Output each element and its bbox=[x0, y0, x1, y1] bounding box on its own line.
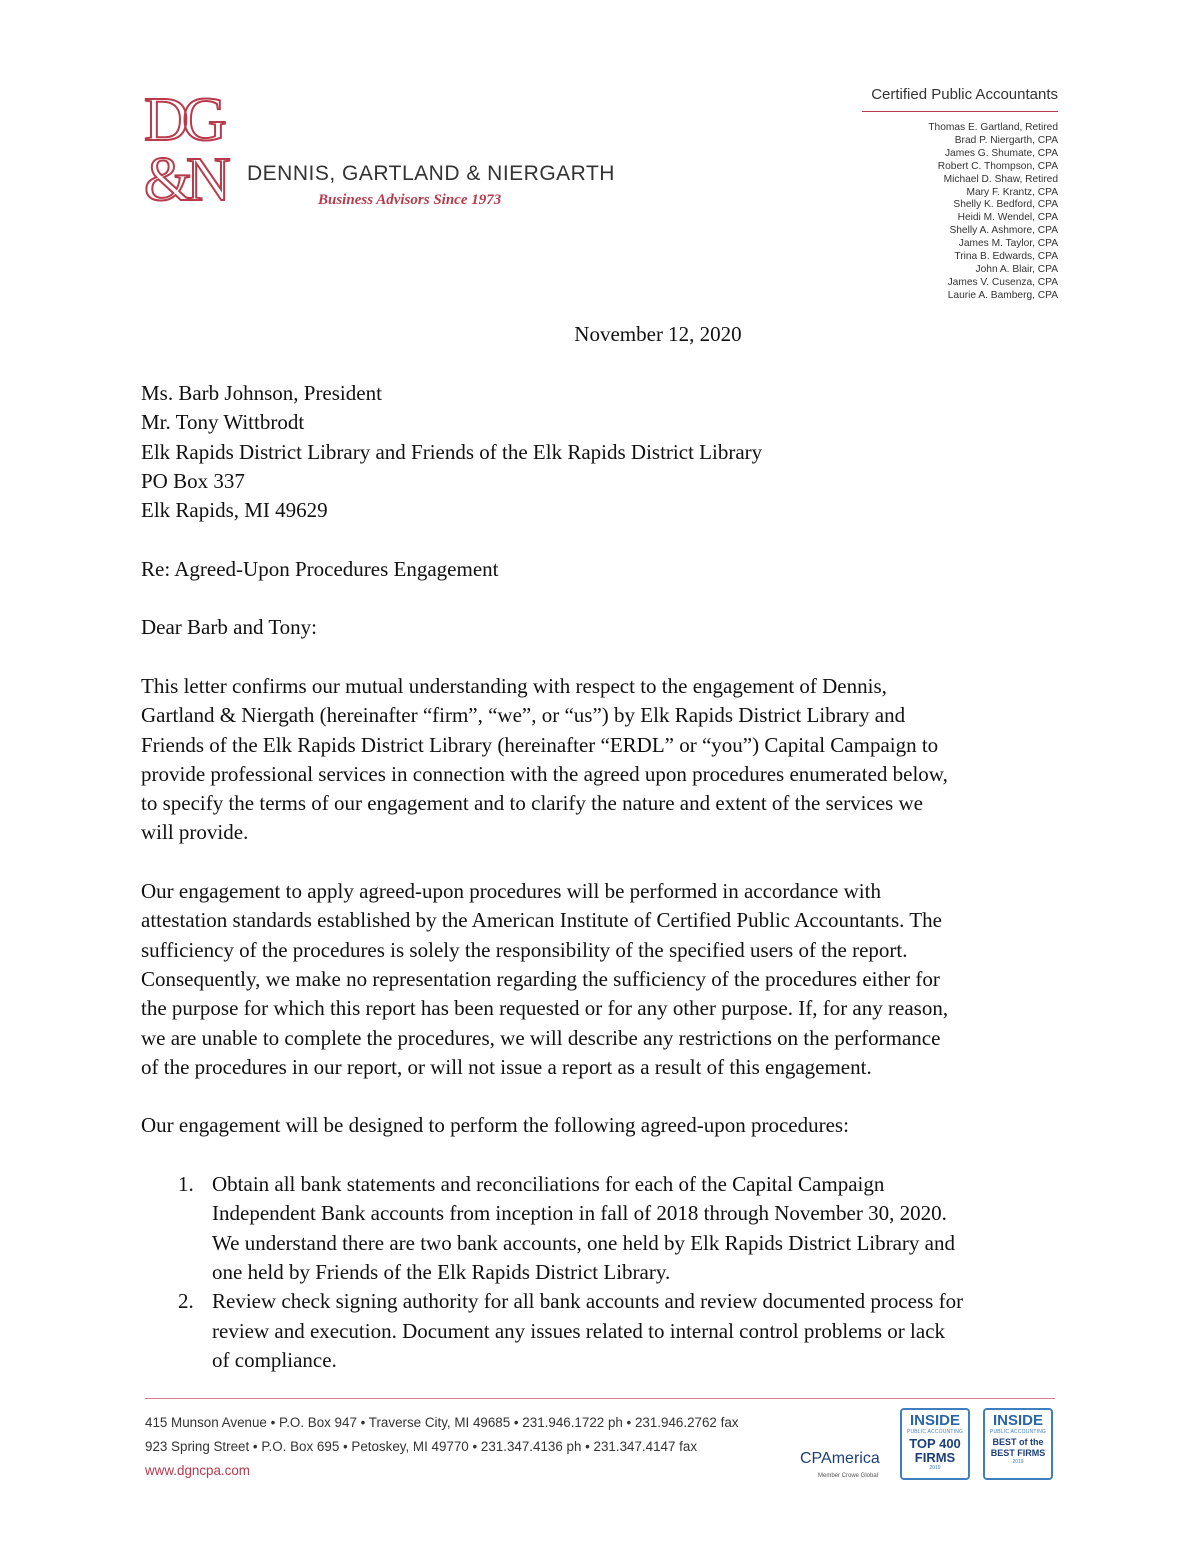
svg-text:G: G bbox=[182, 88, 227, 154]
badge-label: TOP 400 FIRMS bbox=[909, 1436, 961, 1465]
text-line: Consequently, we make no representation regarding the sufficiency of the procedures either for bbox=[141, 966, 940, 991]
text-line: sufficiency of the procedures is solely the responsibility of the specified users of the report. bbox=[141, 937, 908, 962]
footer-contact bbox=[145, 1411, 738, 1483]
badge-title: INSIDE bbox=[909, 1412, 960, 1429]
footer-address-petoskey: 923 Spring Street • P.O. Box 695 • Petoskey, MI 49770 • 231.347.4136 ph • 231.347.4147 fax bbox=[145, 1439, 698, 1454]
partner-name: Robert C. Thompson, CPA bbox=[937, 160, 1058, 172]
text-line: Review check signing authority for all bank accounts and review documented process for bbox=[212, 1289, 964, 1314]
partner-name: Michael D. Shaw, Retired bbox=[943, 173, 1058, 185]
partner-name: Shelly K. Bedford, CPA bbox=[953, 199, 1058, 211]
partner-name: Thomas E. Gartland, Retired bbox=[928, 122, 1058, 133]
list-item bbox=[141, 1170, 1061, 1287]
text-line: Friends of the Elk Rapids District Library (hereinafter “ERDL” or “you”) Capital Campaign to bbox=[141, 732, 939, 757]
text-line: to specify the terms of our engagement and to clarify the nature and extent of the services we bbox=[141, 791, 923, 816]
cpamerica-logo: CPAmerica bbox=[800, 1450, 880, 1467]
badge-subtitle: PUBLIC ACCOUNTING bbox=[989, 1429, 1047, 1435]
badge-label: BEST of the BEST FIRMS bbox=[990, 1437, 1046, 1458]
website-link[interactable]: www.dgncpa.com bbox=[145, 1463, 250, 1478]
text-line: of compliance. bbox=[212, 1347, 337, 1372]
text-line: Our engagement to apply agreed-upon procedures will be performed in accordance with bbox=[141, 879, 881, 904]
text-line: attestation standards established by the American Institute of Certified Public Accountants. The bbox=[141, 908, 942, 933]
text-line: the purpose for which this report has been requested or for any other purpose. If, for any reason, bbox=[141, 996, 949, 1021]
partner-name: Trina B. Edwards, CPA bbox=[954, 251, 1058, 263]
text-line: Obtain all bank statements and reconciliations for each of the Capital Campaign bbox=[212, 1172, 885, 1197]
letter-date: November 12, 2020 bbox=[574, 322, 742, 346]
badge-subtitle: PUBLIC ACCOUNTING bbox=[906, 1429, 964, 1435]
partner-name: James G. Shumate, CPA bbox=[944, 147, 1058, 159]
address-line: Elk Rapids District Library and Friends of the Elk Rapids District Library bbox=[141, 439, 763, 464]
procedure-list bbox=[141, 1170, 1061, 1375]
list-number: 1. bbox=[178, 1172, 194, 1197]
badge-year: 2019 bbox=[1012, 1459, 1024, 1465]
badge-year: 2019 bbox=[929, 1465, 941, 1471]
subject-line: Re: Agreed-Upon Procedures Engagement bbox=[141, 556, 499, 581]
text-line: review and execution. Document any issues related to internal control problems or lack bbox=[212, 1318, 946, 1343]
partner-name: Laurie A. Bamberg, CPA bbox=[947, 289, 1058, 301]
text-line: provide professional services in connection with the agreed upon procedures enumerated below, bbox=[141, 761, 948, 786]
cpa-header: Certified Public Accountants bbox=[871, 86, 1058, 103]
text-line: of the procedures in our report, or will not issue a report as a result of this engagement. bbox=[141, 1054, 872, 1079]
text-line: will provide. bbox=[141, 820, 249, 845]
firm-name: DENNIS, GARTLAND & NIERGARTH bbox=[247, 162, 615, 185]
svg-text:N: N bbox=[186, 146, 231, 208]
partner-name: James V. Cusenza, CPA bbox=[947, 276, 1058, 288]
top-400-badge bbox=[900, 1408, 970, 1480]
list-item bbox=[141, 1287, 1061, 1375]
partner-name: Mary F. Krantz, CPA bbox=[966, 186, 1058, 198]
badge-title: INSIDE bbox=[992, 1412, 1043, 1429]
address-line: Mr. Tony Wittbrodt bbox=[141, 410, 305, 435]
partner-name: Shelly A. Ashmore, CPA bbox=[949, 225, 1058, 237]
footer-divider bbox=[145, 1398, 1055, 1399]
partner-name: James M. Taylor, CPA bbox=[958, 238, 1058, 250]
text-line: We understand there are two bank accounts, one held by Elk Rapids District Library and bbox=[212, 1230, 955, 1255]
text-line: Independent Bank accounts from inception in fall of 2018 through November 30, 2020. bbox=[212, 1201, 947, 1226]
header-divider bbox=[862, 111, 1058, 112]
paragraph-engagement bbox=[141, 672, 1061, 848]
text-line: one held by Friends of the Elk Rapids District Library. bbox=[212, 1259, 671, 1284]
text-line: Gartland & Niergath (hereinafter “firm”, “we”, or “us”) by Elk Rapids District Library and bbox=[141, 703, 906, 728]
best-of-best-badge bbox=[983, 1408, 1053, 1480]
text-line: we are unable to complete the procedures, we will describe any restrictions on the performance bbox=[141, 1025, 941, 1050]
address-line: Ms. Barb Johnson, President bbox=[141, 381, 382, 405]
svg-text:&: & bbox=[144, 146, 193, 208]
letter-body bbox=[141, 379, 1061, 1375]
address-line: Elk Rapids, MI 49629 bbox=[141, 498, 328, 523]
text-line: This letter confirms our mutual understanding with respect to the engagement of Dennis, bbox=[141, 673, 887, 698]
firm-logo bbox=[142, 88, 622, 218]
dgn-monogram bbox=[142, 88, 242, 208]
address-line: PO Box 337 bbox=[141, 468, 245, 493]
svg-text:D: D bbox=[144, 88, 189, 154]
partner-name: Brad P. Niergarth, CPA bbox=[954, 134, 1058, 146]
recipient-address bbox=[141, 379, 1061, 525]
salutation: Dear Barb and Tony: bbox=[141, 615, 318, 640]
firm-tagline: Business Advisors Since 1973 bbox=[318, 192, 502, 208]
cpamerica-member-text: Member Crowe Global bbox=[818, 1473, 879, 1479]
list-number: 2. bbox=[178, 1289, 194, 1314]
paragraph-procedures-intro: Our engagement will be designed to perform the following agreed-upon procedures: bbox=[141, 1113, 849, 1138]
paragraph-standards bbox=[141, 877, 1061, 1082]
partner-list bbox=[798, 122, 1058, 303]
partner-name: John A. Blair, CPA bbox=[975, 263, 1058, 275]
partner-name: Heidi M. Wendel, CPA bbox=[957, 212, 1058, 224]
footer-address-traverse: 415 Munson Avenue • P.O. Box 947 • Traverse City, MI 49685 • 231.946.1722 ph • 231.946.2762 fax bbox=[145, 1415, 739, 1430]
